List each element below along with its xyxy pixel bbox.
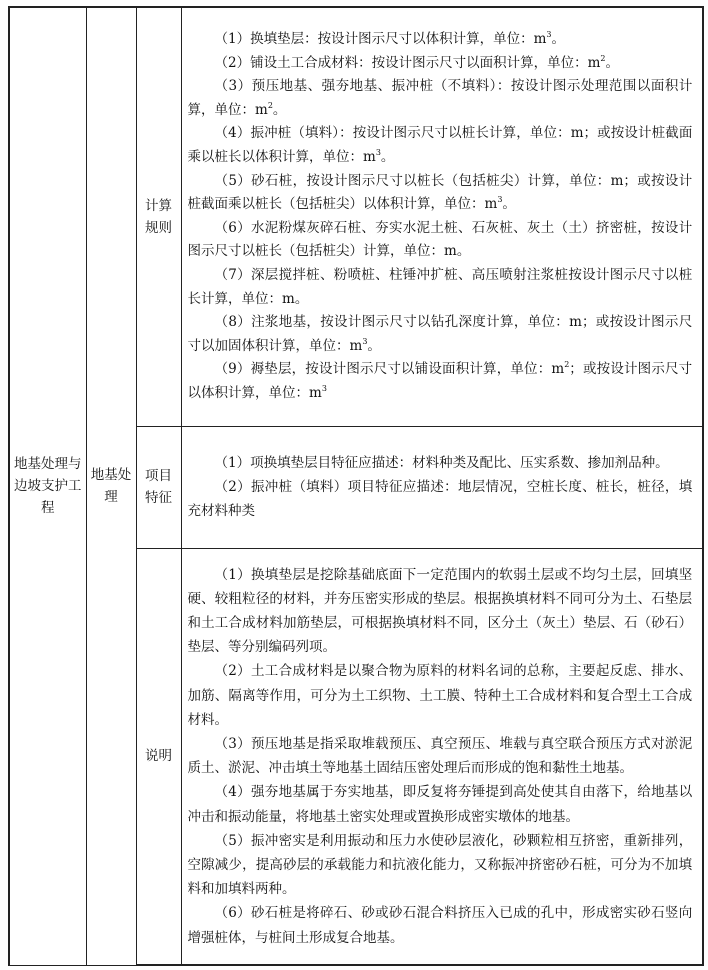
section-label-cell-features	[136, 426, 181, 548]
subcategory-label: 地基处理	[90, 467, 132, 506]
rule-paragraph: （9）褥垫层，按设计图示尺寸以铺设面积计算，单位：$m^2$；或按设计图示尺寸以体积计算，单位：$m^3$	[187, 360, 693, 401]
rule-paragraph: （3）预压地基、强夯地基、振冲桩（不填料）：按设计图示处理范围以面积计算，单位：$m^2$。	[187, 78, 693, 118]
section-label-cell-notes	[136, 548, 181, 965]
rule-paragraph: （7）深层搅拌桩、粉喷桩、柱锤冲扩桩、高压喷射注浆桩按设计图示尺寸以桩长计算，单位：m。	[187, 266, 693, 307]
section-content-notes	[181, 548, 703, 965]
rules-table	[8, 6, 704, 966]
feature-paragraph: （1）项换填垫层目特征应描述：材料种类及配比、压实系数、掺加剂品种。	[214, 455, 669, 471]
rule-paragraph: （4）振冲桩（填料）：按设计图示尺寸以桩长计算，单位：m；或按设计桩截面乘以桩长以体积计算，单位：$m^3$。	[187, 125, 693, 165]
rule-paragraph: （1）换填垫层：按设计图示尺寸以体积计算，单位：$m^3$。	[214, 30, 565, 47]
category-label: 地基处理与边坡支护工程	[14, 456, 82, 517]
calculation-rules-list	[182, 20, 703, 414]
section-content-features	[181, 426, 703, 548]
note-paragraph: （4）强夯地基属于夯实地基，即反复将夯锤提到高处使其自由落下，给地基以冲击和振动能量，将地基土密实处理或置换形成密实墩体的地基。	[187, 784, 693, 825]
section-label-calculation-rules: 计算规则	[145, 197, 172, 236]
section-content-calculation	[181, 7, 703, 426]
note-paragraph: （6）砂石桩是将碎石、砂或砂石混合料挤压入已成的孔中，形成密实砂石竖向增强桩体，与桩间土形成复合地基。	[187, 905, 693, 946]
rule-paragraph: （8）注浆地基，按设计图示尺寸以钻孔深度计算，单位：m；或按设计图示尺寸以加固体积计算，单位：$m^3$。	[187, 314, 693, 354]
category-cell	[9, 7, 86, 965]
rule-paragraph: （6）水泥粉煤灰碎石桩、夯实水泥土桩、石灰桩、灰土（土）挤密桩，按设计图示尺寸以桩长（包括桩尖）计算，单位：m。	[187, 219, 693, 260]
feature-paragraph: （2）振冲桩（填料）项目特征应描述：地层情况，空桩长度、桩长，桩径，填充材料种类	[187, 479, 693, 519]
note-paragraph: （5）振冲密实是利用振动和压力水使砂层液化，砂颗粒相互挤密，重新排列，空隙减少，提高砂层的承载能力和抗液化能力，又称振冲挤密砂石桩，可分为不加填料和加填料两种。	[187, 832, 693, 898]
section-label-cell-calculation	[136, 7, 181, 426]
note-paragraph: （1）换填垫层是挖除基础底面下一定范围内的软弱土层或不均匀土层，回填坚硬、较粗粒径的材料，并夯压密实形成的垫层。根据换填材料不同可分为土、石垫层和土工合成材料加筋垫层，可根据换填材料不同，区分土（灰土）垫层、石（砂石）垫层、等分别编码列项。	[187, 566, 693, 656]
rule-paragraph: （2）铺设土工合成材料：按设计图示尺寸以面积计算，单位：$m^2$。	[214, 53, 619, 71]
subcategory-cell	[86, 7, 136, 965]
note-paragraph: （2）土工合成材料是以聚合物为原料的材料名词的总称，主要起反虑、排水、加筋、隔离等作用，可分为土工织物、土工膜、特种土工合成材料和复合型土工合成材料。	[187, 663, 693, 728]
section-label-notes: 说明	[145, 748, 172, 765]
rule-paragraph: （5）砂石桩，按设计图示尺寸以桩长（包括桩尖）计算，单位：m；或按设计桩截面乘以桩长（包括桩尖）以体积计算，单位：$m^3$。	[187, 172, 693, 213]
project-features-list	[182, 443, 703, 531]
note-paragraph: （3）预压地基是指采取堆载预压、真空预压、堆载与真空联合预压方式对淤泥质土、淤泥、冲击填土等地基土固结压密处理后而形成的饱和黏性土地基。	[187, 736, 693, 777]
notes-list	[182, 555, 703, 958]
section-label-project-features: 项目特征	[145, 468, 172, 506]
